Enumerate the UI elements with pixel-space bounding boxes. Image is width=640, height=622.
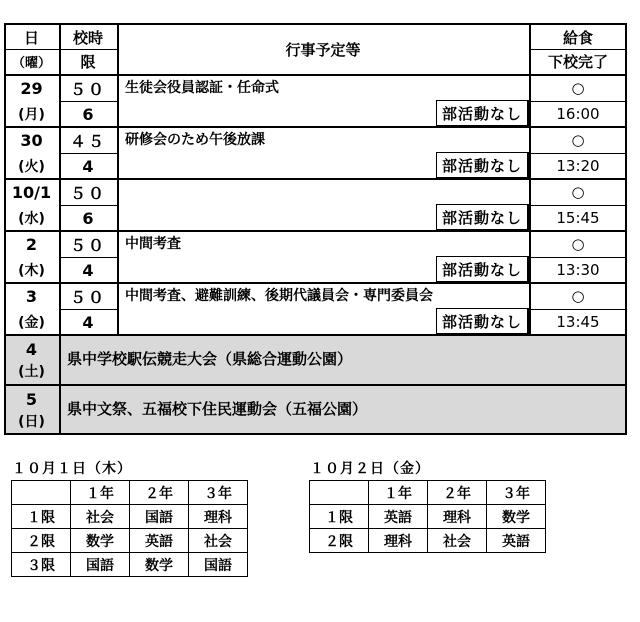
row-event: 生徒会役員認証・任命式: [125, 80, 279, 96]
timetable-column-header: ３年: [487, 481, 546, 505]
header-events: 行事予定等: [285, 40, 361, 59]
row-period-count: 4: [82, 260, 94, 280]
weekend-weekday: (土): [18, 364, 45, 380]
row-date: 29: [20, 78, 43, 98]
timetable-period-label: １限: [12, 505, 71, 529]
row-event: 研修会のため午後放課: [125, 132, 265, 148]
row-lunch: ○: [571, 287, 585, 305]
row-lunch: ○: [571, 131, 585, 149]
grid-line: [529, 49, 627, 50]
row-date: 3: [25, 286, 38, 306]
timetable-column-header: [12, 481, 71, 505]
club-activity-badge: 部活動なし: [436, 308, 529, 335]
timetable-1-title: １０月１日（木）: [12, 461, 132, 477]
timetable-subject: 社会: [189, 529, 248, 553]
grid-line: [59, 309, 117, 310]
timetable-row: [12, 553, 248, 577]
grid-line: [59, 257, 117, 258]
header-day: 日: [23, 28, 39, 47]
timetable-period-label: １限: [310, 505, 369, 529]
grid-line: [4, 74, 627, 76]
row-weekday: (月): [18, 107, 45, 123]
grid-line: [529, 309, 627, 310]
timetable-subject: 英語: [130, 529, 189, 553]
timetable-subject: 理科: [369, 529, 428, 553]
timetable-period-label: ２限: [12, 529, 71, 553]
timetable-header-row: [12, 481, 248, 505]
row-period-count: 6: [82, 104, 94, 124]
timetable-oct1: [11, 480, 248, 577]
weekend-date: 4: [25, 339, 38, 359]
header-period: 校時: [72, 28, 103, 47]
timetable-column-header: １年: [369, 481, 428, 505]
grid-line: [529, 257, 627, 258]
timetable-subject: 理科: [428, 505, 487, 529]
timetable-header-row: [310, 481, 546, 505]
row-period-count: 4: [82, 312, 94, 332]
timetable-row: [12, 529, 248, 553]
header-limit: 限: [80, 52, 96, 71]
grid-line: [4, 23, 627, 25]
timetable-column-header: ２年: [428, 481, 487, 505]
timetable-2-title: １０月２日（金）: [310, 461, 430, 477]
grid-line: [4, 23, 6, 435]
grid-line: [4, 178, 627, 180]
grid-line: [529, 101, 627, 102]
timetable-row: [12, 505, 248, 529]
row-lunch: ○: [571, 183, 585, 201]
row-period-count: 4: [82, 156, 94, 176]
header-dismissal: 下校完了: [547, 52, 608, 71]
row-date: 10/1: [11, 182, 52, 202]
row-dismissal-time: 13:30: [556, 261, 600, 279]
timetable-row: [310, 529, 546, 553]
grid-line: [529, 153, 627, 154]
timetable-column-header: ３年: [189, 481, 248, 505]
row-dismissal-time: 15:45: [556, 209, 600, 227]
row-date: 2: [25, 234, 38, 254]
timetable-subject: 国語: [71, 553, 130, 577]
club-activity-badge: 部活動なし: [436, 152, 529, 179]
timetable-subject: 数学: [487, 505, 546, 529]
grid-line: [4, 433, 627, 435]
grid-line: [4, 49, 117, 50]
row-period-minutes: ５０: [69, 235, 106, 255]
timetable-column-header: １年: [71, 481, 130, 505]
timetable-column-header: ２年: [130, 481, 189, 505]
club-activity-badge: 部活動なし: [436, 256, 529, 283]
grid-line: [625, 23, 627, 435]
weekend-weekday: (日): [18, 414, 45, 430]
timetable-oct2: [309, 480, 546, 553]
timetable-column-header: [310, 481, 369, 505]
timetable-subject: 国語: [189, 553, 248, 577]
row-weekday: (火): [18, 159, 45, 175]
grid-line: [4, 230, 627, 232]
timetable-subject: 英語: [369, 505, 428, 529]
row-period-minutes: ５０: [69, 183, 106, 203]
row-period-minutes: ５０: [69, 287, 106, 307]
grid-line: [59, 205, 117, 206]
row-period-count: 6: [82, 208, 94, 228]
row-weekday: (水): [18, 211, 45, 227]
grid-line: [59, 153, 117, 154]
timetable-subject: 理科: [189, 505, 248, 529]
club-activity-badge: 部活動なし: [436, 100, 529, 127]
timetable-subject: 数学: [71, 529, 130, 553]
timetable-subject: 数学: [130, 553, 189, 577]
grid-line: [529, 205, 627, 206]
row-weekday: (金): [18, 315, 45, 331]
row-dismissal-time: 16:00: [556, 105, 600, 123]
club-activity-badge: 部活動なし: [436, 204, 529, 231]
header-lunch: 給食: [562, 28, 593, 47]
grid-line: [4, 384, 627, 386]
row-period-minutes: ４５: [69, 131, 106, 151]
timetable-subject: 国語: [130, 505, 189, 529]
row-date: 30: [20, 130, 43, 150]
grid-line: [4, 334, 627, 336]
row-period-minutes: ５０: [69, 79, 106, 99]
row-lunch: ○: [571, 79, 585, 97]
weekend-event: 県中文祭、五福校下住民運動会（五福公園）: [67, 400, 368, 418]
timetable-period-label: ２限: [310, 529, 369, 553]
row-dismissal-time: 13:45: [556, 313, 600, 331]
row-weekday: (木): [18, 263, 45, 279]
timetable-subject: 社会: [428, 529, 487, 553]
timetable-subject: 社会: [71, 505, 130, 529]
weekend-event: 県中学校駅伝競走大会（県総合運動公園）: [67, 350, 353, 368]
grid-line: [4, 282, 627, 284]
row-lunch: ○: [571, 235, 585, 253]
row-event: 中間考査: [125, 236, 181, 252]
timetable-row: [310, 505, 546, 529]
row-event: 中間考査、避難訓練、後期代議員会・専門委員会: [125, 288, 433, 304]
weekend-date: 5: [25, 389, 38, 409]
grid-line: [4, 126, 627, 128]
weekly-schedule-table: [4, 23, 627, 432]
timetable-period-label: ３限: [12, 553, 71, 577]
grid-line: [59, 101, 117, 102]
row-dismissal-time: 13:20: [556, 157, 600, 175]
timetable-subject: 英語: [487, 529, 546, 553]
header-weekday: （曜）: [11, 55, 51, 71]
